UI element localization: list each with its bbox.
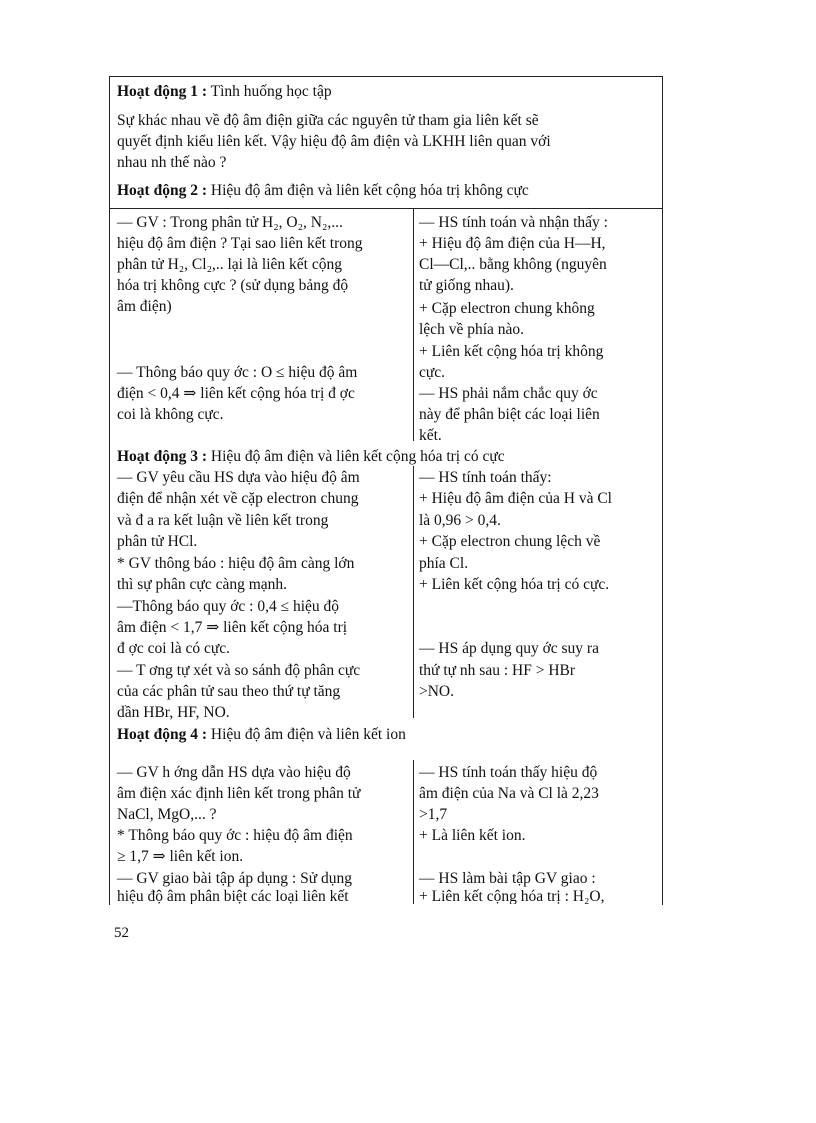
section-3-right-line: + Liên kết cộng hóa trị có cực. [419, 576, 610, 593]
section-4-right-line: âm điện của Na và Cl là 2,23 [419, 785, 599, 802]
section-3-right-line: >NO. [419, 683, 455, 700]
section-2-right-line: tử giống nhau). [419, 277, 514, 294]
section-2-left-line: hiệu độ âm điện ? Tại sao liên kết trong [117, 235, 363, 252]
section-2-right-line: cực. [419, 364, 446, 381]
section-2-left-line: — GV : Trong phân tử H₂, O₂, N₂,... [117, 214, 343, 231]
section-3-right-line: — HS áp dụng quy ớc suy ra [419, 640, 599, 657]
section-3-left-line: * GV thông báo : hiệu độ âm càng lớn [117, 555, 355, 572]
section-4-left-line: NaCl, MgO,... ? [117, 806, 217, 823]
section-3-left-line: phân tử HCl. [117, 533, 198, 550]
section-4-left-line: ≥ 1,7 ⇒ liên kết ion. [117, 848, 244, 865]
section-2-left-line: phân tử H₂, Cl₂,.. lại là liên kết cộng [117, 256, 342, 273]
section-2-right-line: + Cặp electron chung không [419, 300, 595, 317]
section-2-right-line: Cl—Cl,.. bằng không (nguyên [419, 256, 607, 273]
section-3-right-line: + Cặp electron chung lệch về [419, 533, 601, 550]
section-1-title: Hoạt động 1 : [117, 83, 207, 100]
section-2-left-line: coi là không cực. [117, 406, 224, 423]
section-4-header [117, 724, 406, 745]
section-4-right-line: — HS tính toán thấy hiệu độ [419, 764, 598, 781]
section-2-right-line: + Liên kết cộng hóa trị không [419, 343, 604, 360]
section-1-line: nhau nh thế nào ? [117, 154, 227, 171]
section-4-left-line: âm điện xác định liên kết trong phân tử [117, 785, 361, 802]
section-4-right-line: >1,7 [419, 806, 448, 823]
section-2-left-line: — Thông báo quy ớc : O ≤ hiệu độ âm [117, 364, 358, 381]
section-3-left-line: thì sự phân cực càng mạnh. [117, 576, 288, 593]
section-2-right-line: này để phân biệt các loại liên [419, 406, 600, 423]
section-3-left-line: — T ơng tự xét và so sánh độ phân cực [117, 662, 361, 679]
section-3-right-line: — HS tính toán thấy: [419, 469, 552, 486]
section-3-right-line: phía Cl. [419, 555, 469, 572]
section-4-left-line: — GV h ớng dẫn HS dựa vào hiệu độ [117, 764, 351, 781]
section-1-line: quyết định kiểu liên kết. Vậy hiệu độ âm điện và LKHH liên quan với [117, 133, 551, 150]
section-3-left-line: —Thông báo quy ớc : 0,4 ≤ hiệu độ [117, 598, 340, 615]
section-3-left-line: điện để nhận xét về cặp electron chung [117, 490, 359, 507]
section-4-left-line: — GV giao bài tập áp dụng : Sử dụng [117, 870, 352, 887]
section-2-left-line: điện < 0,4 ⇒ liên kết cộng hóa trị đ ợc [117, 385, 355, 402]
section-1-subtitle: Tình huống học tập [210, 83, 332, 100]
section-3-left-line: đ ợc coi là có cực. [117, 640, 230, 657]
section-2-right-line: + Hiệu độ âm điện của H—H, [419, 235, 606, 252]
section-3-left-line: dần HBr, HF, NO. [117, 704, 230, 721]
section-3-subtitle: Hiệu độ âm điện và liên kết cộng hóa trị có cực [210, 448, 505, 465]
section-2-header [117, 180, 529, 201]
section-2-subtitle: Hiệu độ âm điện và liên kết cộng hóa trị không cực [210, 182, 529, 199]
section-3-left-line: âm điện < 1,7 ⇒ liên kết cộng hóa trị [117, 619, 348, 636]
section-3-title: Hoạt động 3 : [117, 448, 207, 465]
column-divider-s4 [413, 760, 414, 904]
section-3-left-line: và đ a ra kết luận về liên kết trong [117, 512, 329, 529]
section-2-left-line: âm điện) [117, 298, 172, 315]
section-3-left-line: — GV yêu cầu HS dựa vào hiệu độ âm [117, 469, 360, 486]
section-2-right-line: — HS phải nắm chắc quy ớc [419, 385, 598, 402]
section-3-left-line: của các phân tử sau theo thứ tự tăng [117, 683, 341, 700]
section-2-right-line: lệch về phía nào. [419, 321, 525, 338]
section-4-right-line: + Liên kết cộng hóa trị : H₂O, [419, 889, 605, 904]
section-4-right-line: + Là liên kết ion. [419, 827, 526, 844]
section-3-right-line: là 0,96 > 0,4. [419, 512, 501, 529]
section-4-title: Hoạt động 4 : [117, 726, 207, 743]
section-3-right-line: + Hiệu độ âm điện của H và Cl [419, 490, 612, 507]
section-1-line: Sự khác nhau về độ âm điện giữa các nguyên tử tham gia liên kết sẽ [117, 112, 539, 129]
table-row-divider [109, 208, 662, 209]
section-4-left-line: * Thông báo quy ớc : hiệu độ âm điện [117, 827, 353, 844]
section-4-subtitle: Hiệu độ âm điện và liên kết ion [210, 726, 406, 743]
section-2-right-line: kết. [419, 427, 442, 444]
section-3-right-line: thứ tự nh sau : HF > HBr [419, 662, 576, 679]
section-4-left-line: hiệu độ âm phân biệt các loại liên kết [117, 889, 349, 904]
section-3-header [117, 446, 505, 467]
section-2-title: Hoạt động 2 : [117, 182, 207, 199]
section-4-right-line: — HS làm bài tập GV giao : [419, 870, 596, 887]
column-divider-s3 [413, 466, 414, 718]
section-2-left-line: hóa trị không cực ? (sử dụng bảng độ [117, 277, 349, 294]
section-1-header [117, 81, 332, 102]
section-2-right-line: — HS tính toán và nhận thấy : [419, 214, 608, 231]
column-divider-s2 [413, 209, 414, 441]
page-number: 52 [114, 925, 129, 941]
